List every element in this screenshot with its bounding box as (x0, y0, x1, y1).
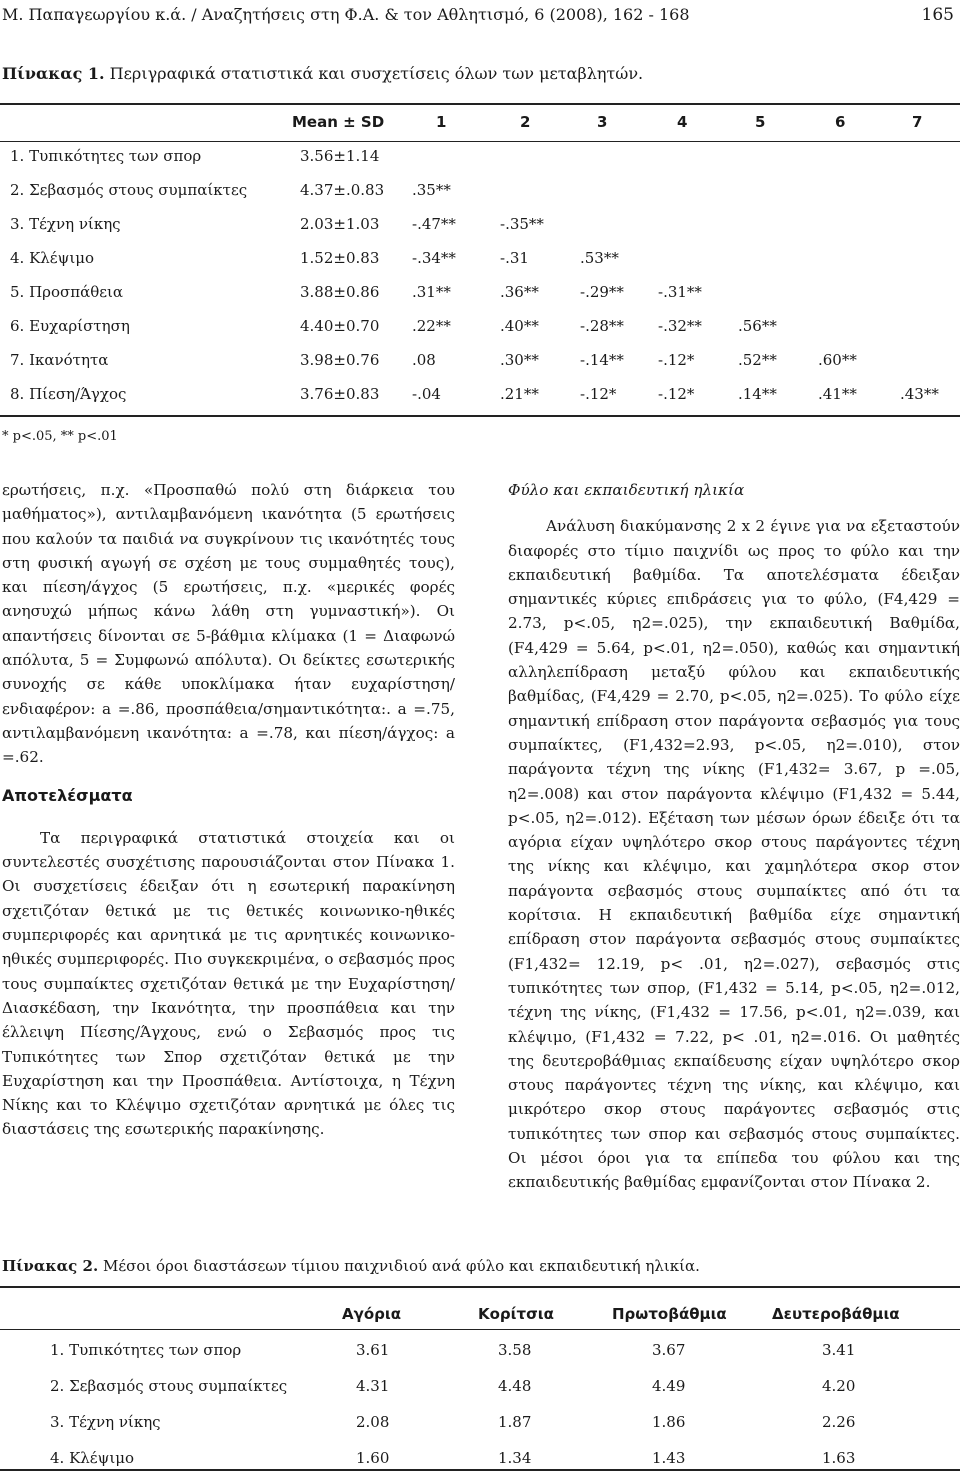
left-column (2, 478, 455, 1142)
table-cell: .30** (500, 351, 539, 369)
table-cell: .43** (900, 385, 939, 403)
row-label: 3. Τέχνη νίκης (50, 1413, 161, 1431)
table-cell: -.32** (658, 317, 702, 335)
table-cell: 1.34 (498, 1449, 532, 1467)
results-heading: Αποτελέσματα (2, 785, 133, 805)
table-cell: -.28** (580, 317, 624, 335)
table-cell: -.31** (658, 283, 702, 301)
table2-header-cell: Κορίτσια (478, 1305, 554, 1323)
table-row (0, 1406, 960, 1442)
table-cell: 3.58 (498, 1341, 532, 1359)
method-paragraph: ερωτήσεις, π.χ. «Προσπαθώ πολύ στη διάρκεια του μαθήματος»), αντιλαμβανόμενη ικανότητα (5 ερωτήσεις που καλούν τα παιδιά να συγκρίνουν τις ικανότητές τους στη φυσική αγωγή σε σχέση με τους συμμαθητές τους), και πίεση/άγχος (5 ερωτήσεις, π.χ. «μερικές φορές ανησυχώ μήπως κάνω λάθη στη γυμναστική»). Οι απαντήσεις δίνονται σε 5-βάθμια κλίμακα (1 = Διαφωνώ απόλυτα, 5 = Συμφωνώ απόλυτα). Οι δείκτες εσωτερικής συνοχής σε κάθε υποκλίμακα ήταν ευχαρίστηση/ενδιαφέρον: a =.86, προσπάθεια/σημαντικότητα:. a =.75, αντιλαμβανόμενη ικανότητα: a =.78, και πίεση/άγχος: a =.62. (2, 481, 455, 767)
table-row (0, 317, 960, 351)
table2-caption-text: Μέσοι όροι διαστάσεων τίμιου παιχνιδιού ανά φύλο και εκπαιδευτική ηλικία. (98, 1257, 700, 1275)
table2-header-row (0, 1298, 960, 1334)
table1-header-cell: Mean ± SD (292, 113, 385, 131)
table-row (0, 1370, 960, 1406)
table2 (0, 1298, 960, 1478)
row-label: 2. Σεβασμός στους συμπαίκτες (10, 181, 248, 199)
table2-header-cell: Πρωτοβάθμια (612, 1305, 727, 1323)
table1-header-cell: 2 (520, 113, 531, 131)
table-row (0, 147, 960, 181)
table-cell: .41** (818, 385, 857, 403)
table-cell: .52** (738, 351, 777, 369)
table-row (0, 283, 960, 317)
table1-header-cell: 3 (597, 113, 608, 131)
table-cell: 3.41 (822, 1341, 856, 1359)
row-label: 8. Πίεση/Άγχος (10, 385, 127, 403)
table2-caption-label: Πίνακας 2. (2, 1257, 99, 1275)
table1-header-cell: 5 (755, 113, 766, 131)
page-number: 165 (921, 5, 954, 25)
table1-caption (2, 64, 643, 83)
results-paragraph: Τα περιγραφικά στατιστικά στοιχεία και οι συντελεστές συσχέτισης παρουσιάζονται στον Πίνακα 1. Οι συσχετίσεις έδειξαν ότι η εσωτερική παρακίνηση σχετιζόταν θετικά με τις θετικές κοινωνικο-ηθικές συμπεριφορές και αρνητικά με τις αρνητικές κοινωνικο-ηθικές συμπεριφορές. Πιο συγκεκριμένα, ο σεβασμός προς τους συμπαίκτες σχετιζόταν θετικά με την Ευχαρίστηση/Διασκέδαση, την Ικανότητα, την προσπάθεια και την έλλειψη Πίεσης/Άγχους, ενώ ο Σεβασμός προς τις Τυπικότητες των Σπορ σχετιζόταν θετικά με την Ευχαρίστηση και την Προσπάθεια. Αντίστοιχα, η Τέχνη Νίκης και το Κλέψιμο σχετιζόταν αρνητικά με όλες τις διαστάσεις της εσωτερικής παρακίνησης. (2, 828, 455, 1139)
table-cell: .53** (580, 249, 619, 267)
right-column (508, 478, 960, 1195)
table1-caption-label: Πίνακας 1. (2, 64, 105, 83)
table-cell: 1.60 (356, 1449, 390, 1467)
table-cell: 1.43 (652, 1449, 686, 1467)
table-cell: .36** (500, 283, 539, 301)
row-label: 1. Τυπικότητες των σπορ (10, 147, 202, 165)
table-cell: .31** (412, 283, 451, 301)
anova-paragraph: Ανάλυση διακύμανσης 2 x 2 έγινε για να εξεταστούν διαφορές στο τίμιο παιχνίδι ως προς το φύλο και την εκπαιδευτική βαθμίδα. Τα αποτελέσματα έδειξαν σημαντικές κύριες επιδράσεις για το φύλο, (F4,429 = 2.73, p<.05, η2=.025), την εκπαιδευτική Βαθμίδα, (F4,429 = 5.64, p<.01, η2=.050), καθώς και σημαντική αλληλεπίδραση μεταξύ φύλου και εκπαιδευτικής βαθμίδας, (F4,429 = 2.70, p<.05, η2=.025). Το φύλο είχε σημαντική επίδραση στον παράγοντα σεβασμός για τους συμπαίκτες, (F1,432=2.93, p<.05, η2=.010), στον παράγοντα τέχνη της νίκης (F1,432= 3.67, p =.05, η2=.008) και στον παράγοντα κλέψιμο (F1,432 = 5.44, p<.05, η2=.012). Εξέταση των μέσων όρων έδειξε ότι τα αγόρια είχαν υψηλότερο σκορ στους παράγοντες τέχνη της νίκης και κλέψιμο, και χαμηλότερα σκορ στον παράγοντα σεβασμός στους συμπαίκτες από ότι τα κορίτσια. Η εκπαιδευτική βαθμίδα είχε σημαντική επίδραση στον παράγοντα σεβασμός στους συμπαίκτες (F1,432= 12.19, p< .01, η2=.027), σεβασμός στις τυπικότητες των σπορ, (F1,432 = 5.14, p<.05, η2=.012, τέχνη της νίκης, (F1,432 = 17.56, p<.01, η2=.039, και κλέψιμο, (F1,432 = 7.22, p< .01, η2=.016. Οι μαθητές της δευτεροβάθμιας εκπαίδευσης είχαν υψηλότερο σκορ στους παράγοντες τέχνη της νίκης, και κλέψιμο, και μικρότερο σκορ στους παράγοντες σεβασμός στις τυπικότητες των σπορ και σεβασμός στους συμπαίκτες. Οι μέσοι όροι για τα επίπεδα του φύλου και της εκπαιδευτικής βαθμίδας εμφανίζονται στον Πίνακα 2. (508, 517, 960, 1192)
table2-header-cell: Αγόρια (342, 1305, 402, 1323)
table-cell: -.12* (658, 385, 695, 403)
table1 (0, 113, 960, 419)
row-label: 4. Κλέψιμο (50, 1449, 134, 1467)
table1-note (2, 429, 118, 444)
table-cell: 3.76±0.83 (300, 385, 380, 403)
table1-header-cell: 4 (677, 113, 688, 131)
table-cell: .35** (412, 181, 451, 199)
table-cell: 4.20 (822, 1377, 856, 1395)
section-heading-gender-age: Φύλο και εκπαιδευτική ηλικία (508, 481, 745, 499)
table2-body (0, 1334, 960, 1478)
table1-note-text: * p<.05, ** p<.01 (2, 429, 118, 444)
table-cell: .08 (412, 351, 436, 369)
table-cell: .22** (412, 317, 451, 335)
row-label: 6. Ευχαρίστηση (10, 317, 130, 335)
table-cell: 3.61 (356, 1341, 390, 1359)
table-cell: .60** (818, 351, 857, 369)
table-row (0, 181, 960, 215)
table2-caption (2, 1257, 700, 1275)
table-cell: -.14** (580, 351, 624, 369)
table-cell: 1.87 (498, 1413, 532, 1431)
table-cell: 4.40±0.70 (300, 317, 380, 335)
row-label: 5. Προσπάθεια (10, 283, 124, 301)
table1-top-rule (0, 103, 960, 105)
table-row (0, 215, 960, 249)
table-cell: .40** (500, 317, 539, 335)
table-cell: 4.37±.0.83 (300, 181, 385, 199)
table1-header-cell: 7 (912, 113, 923, 131)
table-cell: 3.88±0.86 (300, 283, 380, 301)
table-cell: -.04 (412, 385, 441, 403)
table-cell: 2.26 (822, 1413, 856, 1431)
table-cell: 2.03±1.03 (300, 215, 380, 233)
row-label: 4. Κλέψιμο (10, 249, 94, 267)
table-cell: .14** (738, 385, 777, 403)
table1-header-row (0, 113, 960, 147)
table-cell: 3.67 (652, 1341, 686, 1359)
table1-caption-text: Περιγραφικά στατιστικά και συσχετίσεις όλων των μεταβλητών. (104, 64, 644, 83)
table-row (0, 351, 960, 385)
row-label: 7. Ικανότητα (10, 351, 109, 369)
table-row (0, 1334, 960, 1370)
table-cell: 1.63 (822, 1449, 856, 1467)
table-cell: -.31 (500, 249, 529, 267)
table-cell: 4.49 (652, 1377, 686, 1395)
table-cell: 3.56±1.14 (300, 147, 380, 165)
citation: Μ. Παπαγεωργίου κ.ά. / Αναζητήσεις στη Φ.Α. & τον Αθλητισμό, 6 (2008), 162 - 168 (2, 5, 690, 24)
table-cell: -.12* (658, 351, 695, 369)
table-cell: 1.86 (652, 1413, 686, 1431)
table-cell: -.12* (580, 385, 617, 403)
table-row (0, 249, 960, 283)
table2-header-cell: Δευτεροβάθμια (772, 1305, 900, 1323)
table-row (0, 385, 960, 419)
table-cell: -.47** (412, 215, 456, 233)
table-cell: 3.98±0.76 (300, 351, 380, 369)
table-cell: 4.31 (356, 1377, 390, 1395)
table-cell: 1.52±0.83 (300, 249, 380, 267)
table-cell: .56** (738, 317, 777, 335)
table-cell: -.35** (500, 215, 544, 233)
table1-body (0, 147, 960, 419)
table-cell: 2.08 (356, 1413, 390, 1431)
running-header (0, 5, 960, 31)
table-cell: 4.48 (498, 1377, 532, 1395)
table2-top-rule (0, 1286, 960, 1288)
row-label: 2. Σεβασμός στους συμπαίκτες (50, 1377, 288, 1395)
table1-header-cell: 6 (835, 113, 846, 131)
table-row (0, 1442, 960, 1478)
table-cell: -.29** (580, 283, 624, 301)
table-cell: .21** (500, 385, 539, 403)
table1-header-cell: 1 (436, 113, 447, 131)
table-cell: -.34** (412, 249, 456, 267)
row-label: 1. Τυπικότητες των σπορ (50, 1341, 242, 1359)
row-label: 3. Τέχνη νίκης (10, 215, 121, 233)
